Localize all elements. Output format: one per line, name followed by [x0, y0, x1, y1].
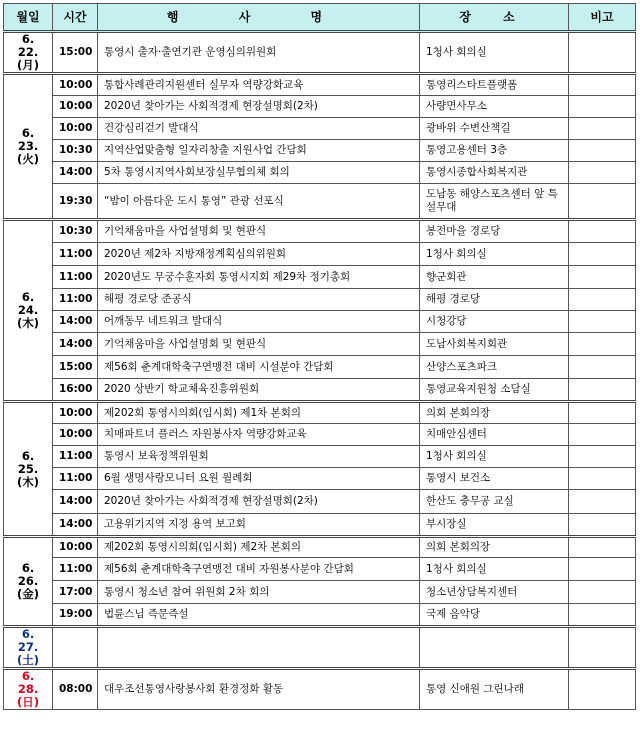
time-cell: 11:00: [53, 558, 98, 581]
event-cell: 6월 생명사랑모니터 요원 월례회: [98, 468, 420, 490]
note-cell: [569, 32, 636, 74]
note-cell: [569, 243, 636, 266]
time-cell: 10:30: [53, 220, 98, 243]
place-cell: 봉전마을 경로당: [420, 220, 569, 243]
place-cell: 시청강당: [420, 311, 569, 333]
note-cell: [569, 333, 636, 356]
place-cell: 의회 본회의장: [420, 537, 569, 558]
date-cell: [4, 74, 53, 220]
time-cell: 17:00: [53, 581, 98, 604]
schedule-row: [4, 162, 636, 184]
date-cell: [4, 220, 53, 402]
place-cell: 1청사 회의실: [420, 446, 569, 468]
note-cell: [569, 162, 636, 184]
schedule-row: [4, 537, 636, 558]
place-cell: 통영 신애원 그린나래: [420, 669, 569, 710]
place-cell: 1청사 회의실: [420, 243, 569, 266]
event-cell: 통영시 청소년 참여 위원회 2차 회의: [98, 581, 420, 604]
time-cell: 14:00: [53, 311, 98, 333]
event-cell: 어깨동무 네트워크 발대식: [98, 311, 420, 333]
schedule-row: [4, 379, 636, 402]
date-label: 6. 22.: [17, 32, 39, 59]
header-time: 시간: [53, 4, 98, 32]
time-cell: 11:00: [53, 446, 98, 468]
note-cell: [569, 266, 636, 289]
event-cell: 2020 상반기 학교체육진흥위원회: [98, 379, 420, 402]
place-cell: 통영리스타트플랫폼: [420, 74, 569, 96]
schedule-row: [4, 468, 636, 490]
place-cell: 부시장실: [420, 514, 569, 537]
header-date: 월일: [4, 4, 53, 32]
place-cell: 통영교육지원청 소담실: [420, 379, 569, 402]
note-cell: [569, 468, 636, 490]
event-cell: 2020년 찾아가는 사회적경제 현장설명회(2차): [98, 490, 420, 514]
schedule-row: [4, 184, 636, 220]
note-cell: [569, 490, 636, 514]
place-cell: 향군회관: [420, 266, 569, 289]
event-cell: 제56회 춘계대학축구연맹전 대비 자원봉사분야 간담회: [98, 558, 420, 581]
schedule-row: [4, 424, 636, 446]
schedule-row: [4, 289, 636, 311]
time-cell: 10:00: [53, 537, 98, 558]
weekday-label: (木): [16, 316, 39, 330]
place-cell: 통영고용센터 3층: [420, 140, 569, 162]
time-cell: 14:00: [53, 490, 98, 514]
note-cell: [569, 140, 636, 162]
schedule-document: [3, 3, 636, 710]
place-cell: 한산도 충무공 교실: [420, 490, 569, 514]
event-cell: 기억채움마을 사업설명회 및 현판식: [98, 220, 420, 243]
event-cell: 5차 통영시지역사회보장실무협의체 회의: [98, 162, 420, 184]
place-cell: 산양스포츠파크: [420, 356, 569, 379]
header-event: 행 사 명: [98, 4, 420, 32]
event-cell: 2020년 찾아가는 사회적경제 현장설명회(2차): [98, 96, 420, 118]
time-cell: [53, 627, 98, 669]
time-cell: 11:00: [53, 266, 98, 289]
time-cell: 14:00: [53, 333, 98, 356]
time-cell: 15:00: [53, 32, 98, 74]
schedule-row: [4, 32, 636, 74]
event-cell: 2020년도 무궁수훈자회 통영시지회 제29차 정기총회: [98, 266, 420, 289]
schedule-row: [4, 220, 636, 243]
schedule-row: [4, 581, 636, 604]
time-cell: 16:00: [53, 379, 98, 402]
place-cell: 1청사 회의실: [420, 32, 569, 74]
note-cell: [569, 558, 636, 581]
place-cell: 청소년상담복지센터: [420, 581, 569, 604]
schedule-row: [4, 604, 636, 627]
date-label: 6. 25.: [17, 448, 39, 476]
date-cell: [4, 32, 53, 74]
note-cell: [569, 220, 636, 243]
time-cell: 10:00: [53, 402, 98, 424]
note-cell: [569, 379, 636, 402]
place-cell: 광바위 수변산책길: [420, 118, 569, 140]
time-cell: 10:30: [53, 140, 98, 162]
weekday-label: (木): [16, 474, 39, 489]
note-cell: [569, 184, 636, 220]
time-cell: 10:00: [53, 74, 98, 96]
event-cell: 대우조선통영사랑봉사회 환경정화 활동: [98, 669, 420, 710]
event-cell: 통영시 출자·출연기관 운영심의위원회: [98, 32, 420, 74]
schedule-body: [4, 32, 636, 710]
event-cell: 지역산업맞춤형 일자리창출 지원사업 간담회: [98, 140, 420, 162]
note-cell: [569, 627, 636, 669]
date-label: 6. 28.: [17, 669, 39, 696]
place-cell: 도남사회복지회관: [420, 333, 569, 356]
date-cell: [4, 669, 53, 710]
schedule-row: [4, 96, 636, 118]
schedule-row: [4, 333, 636, 356]
event-cell: 제202회 통영시의회(임시회) 제2차 본회의: [98, 537, 420, 558]
place-cell: 1청사 회의실: [420, 558, 569, 581]
place-cell: 해평 경로당: [420, 289, 569, 311]
schedule-row: [4, 243, 636, 266]
schedule-row: [4, 446, 636, 468]
date-cell: [4, 402, 53, 537]
header-row: [4, 4, 636, 32]
event-cell: 기억채움마을 사업설명회 및 현판식: [98, 333, 420, 356]
place-cell: 치매안심센터: [420, 424, 569, 446]
event-cell: 치매파트너 플러스 자원봉사자 역량강화교육: [98, 424, 420, 446]
note-cell: [569, 118, 636, 140]
time-cell: 11:00: [53, 243, 98, 266]
schedule-row: [4, 118, 636, 140]
note-cell: [569, 289, 636, 311]
schedule-row: [4, 627, 636, 669]
schedule-row: [4, 140, 636, 162]
schedule-row: [4, 514, 636, 537]
note-cell: [569, 604, 636, 627]
schedule-table: [3, 3, 636, 710]
date-label: 6. 23.: [17, 126, 39, 153]
time-cell: 10:00: [53, 424, 98, 446]
event-cell: 2020년 제2차 지방재정계획심의위원회: [98, 243, 420, 266]
schedule-row: [4, 402, 636, 424]
header-place: 장 소: [420, 4, 569, 32]
schedule-row: [4, 558, 636, 581]
time-cell: 19:00: [53, 604, 98, 627]
schedule-row: [4, 74, 636, 96]
place-cell: 사량면사무소: [420, 96, 569, 118]
time-cell: 15:00: [53, 356, 98, 379]
note-cell: [569, 96, 636, 118]
event-cell: 건강심리걷기 발대식: [98, 118, 420, 140]
time-cell: 08:00: [53, 669, 98, 710]
time-cell: 14:00: [53, 514, 98, 537]
time-cell: 10:00: [53, 118, 98, 140]
place-cell: 국제 음악당: [420, 604, 569, 627]
place-cell: 도남동 해양스포츠센터 앞 특설무대: [420, 184, 569, 220]
event-cell: 통영시 보육정책위원회: [98, 446, 420, 468]
event-cell: 법륜스님 즉문즉설: [98, 604, 420, 627]
weekday-label: (月): [16, 58, 39, 72]
schedule-row: [4, 490, 636, 514]
place-cell: [420, 627, 569, 669]
place-cell: 통영시 보건소: [420, 468, 569, 490]
note-cell: [569, 446, 636, 468]
time-cell: 10:00: [53, 96, 98, 118]
time-cell: 11:00: [53, 468, 98, 490]
weekday-label: (金): [16, 587, 39, 601]
schedule-row: [4, 266, 636, 289]
place-cell: 의회 본회의장: [420, 402, 569, 424]
event-cell: 통합사례관리지원센터 실무자 역량강화교육: [98, 74, 420, 96]
date-label: 6. 26.: [17, 561, 39, 588]
note-cell: [569, 74, 636, 96]
schedule-row: [4, 669, 636, 710]
event-cell: 제56회 춘계대학축구연맹전 대비 시설분야 간담회: [98, 356, 420, 379]
note-cell: [569, 537, 636, 558]
date-label: 6. 27.: [17, 627, 39, 654]
event-cell: [98, 627, 420, 669]
note-cell: [569, 669, 636, 710]
time-cell: 14:00: [53, 162, 98, 184]
schedule-row: [4, 356, 636, 379]
note-cell: [569, 424, 636, 446]
event-cell: 고용위기지역 지정 용역 보고회: [98, 514, 420, 537]
time-cell: 19:30: [53, 184, 98, 220]
note-cell: [569, 402, 636, 424]
schedule-row: [4, 311, 636, 333]
event-cell: “밤이 아름다운 도시 통영” 관광 선포식: [98, 184, 420, 220]
time-cell: 11:00: [53, 289, 98, 311]
event-cell: 해평 경로당 준공식: [98, 289, 420, 311]
note-cell: [569, 356, 636, 379]
weekday-label: (日): [16, 695, 39, 709]
weekday-label: (土): [16, 653, 39, 667]
note-cell: [569, 581, 636, 604]
weekday-label: (火): [16, 152, 39, 166]
header-note: 비고: [569, 4, 636, 32]
date-label: 6. 24.: [17, 290, 39, 317]
note-cell: [569, 514, 636, 537]
note-cell: [569, 311, 636, 333]
event-cell: 제202회 통영시의회(임시회) 제1차 본회의: [98, 402, 420, 424]
date-cell: [4, 627, 53, 669]
place-cell: 통영시종합사회복지관: [420, 162, 569, 184]
date-cell: [4, 537, 53, 627]
